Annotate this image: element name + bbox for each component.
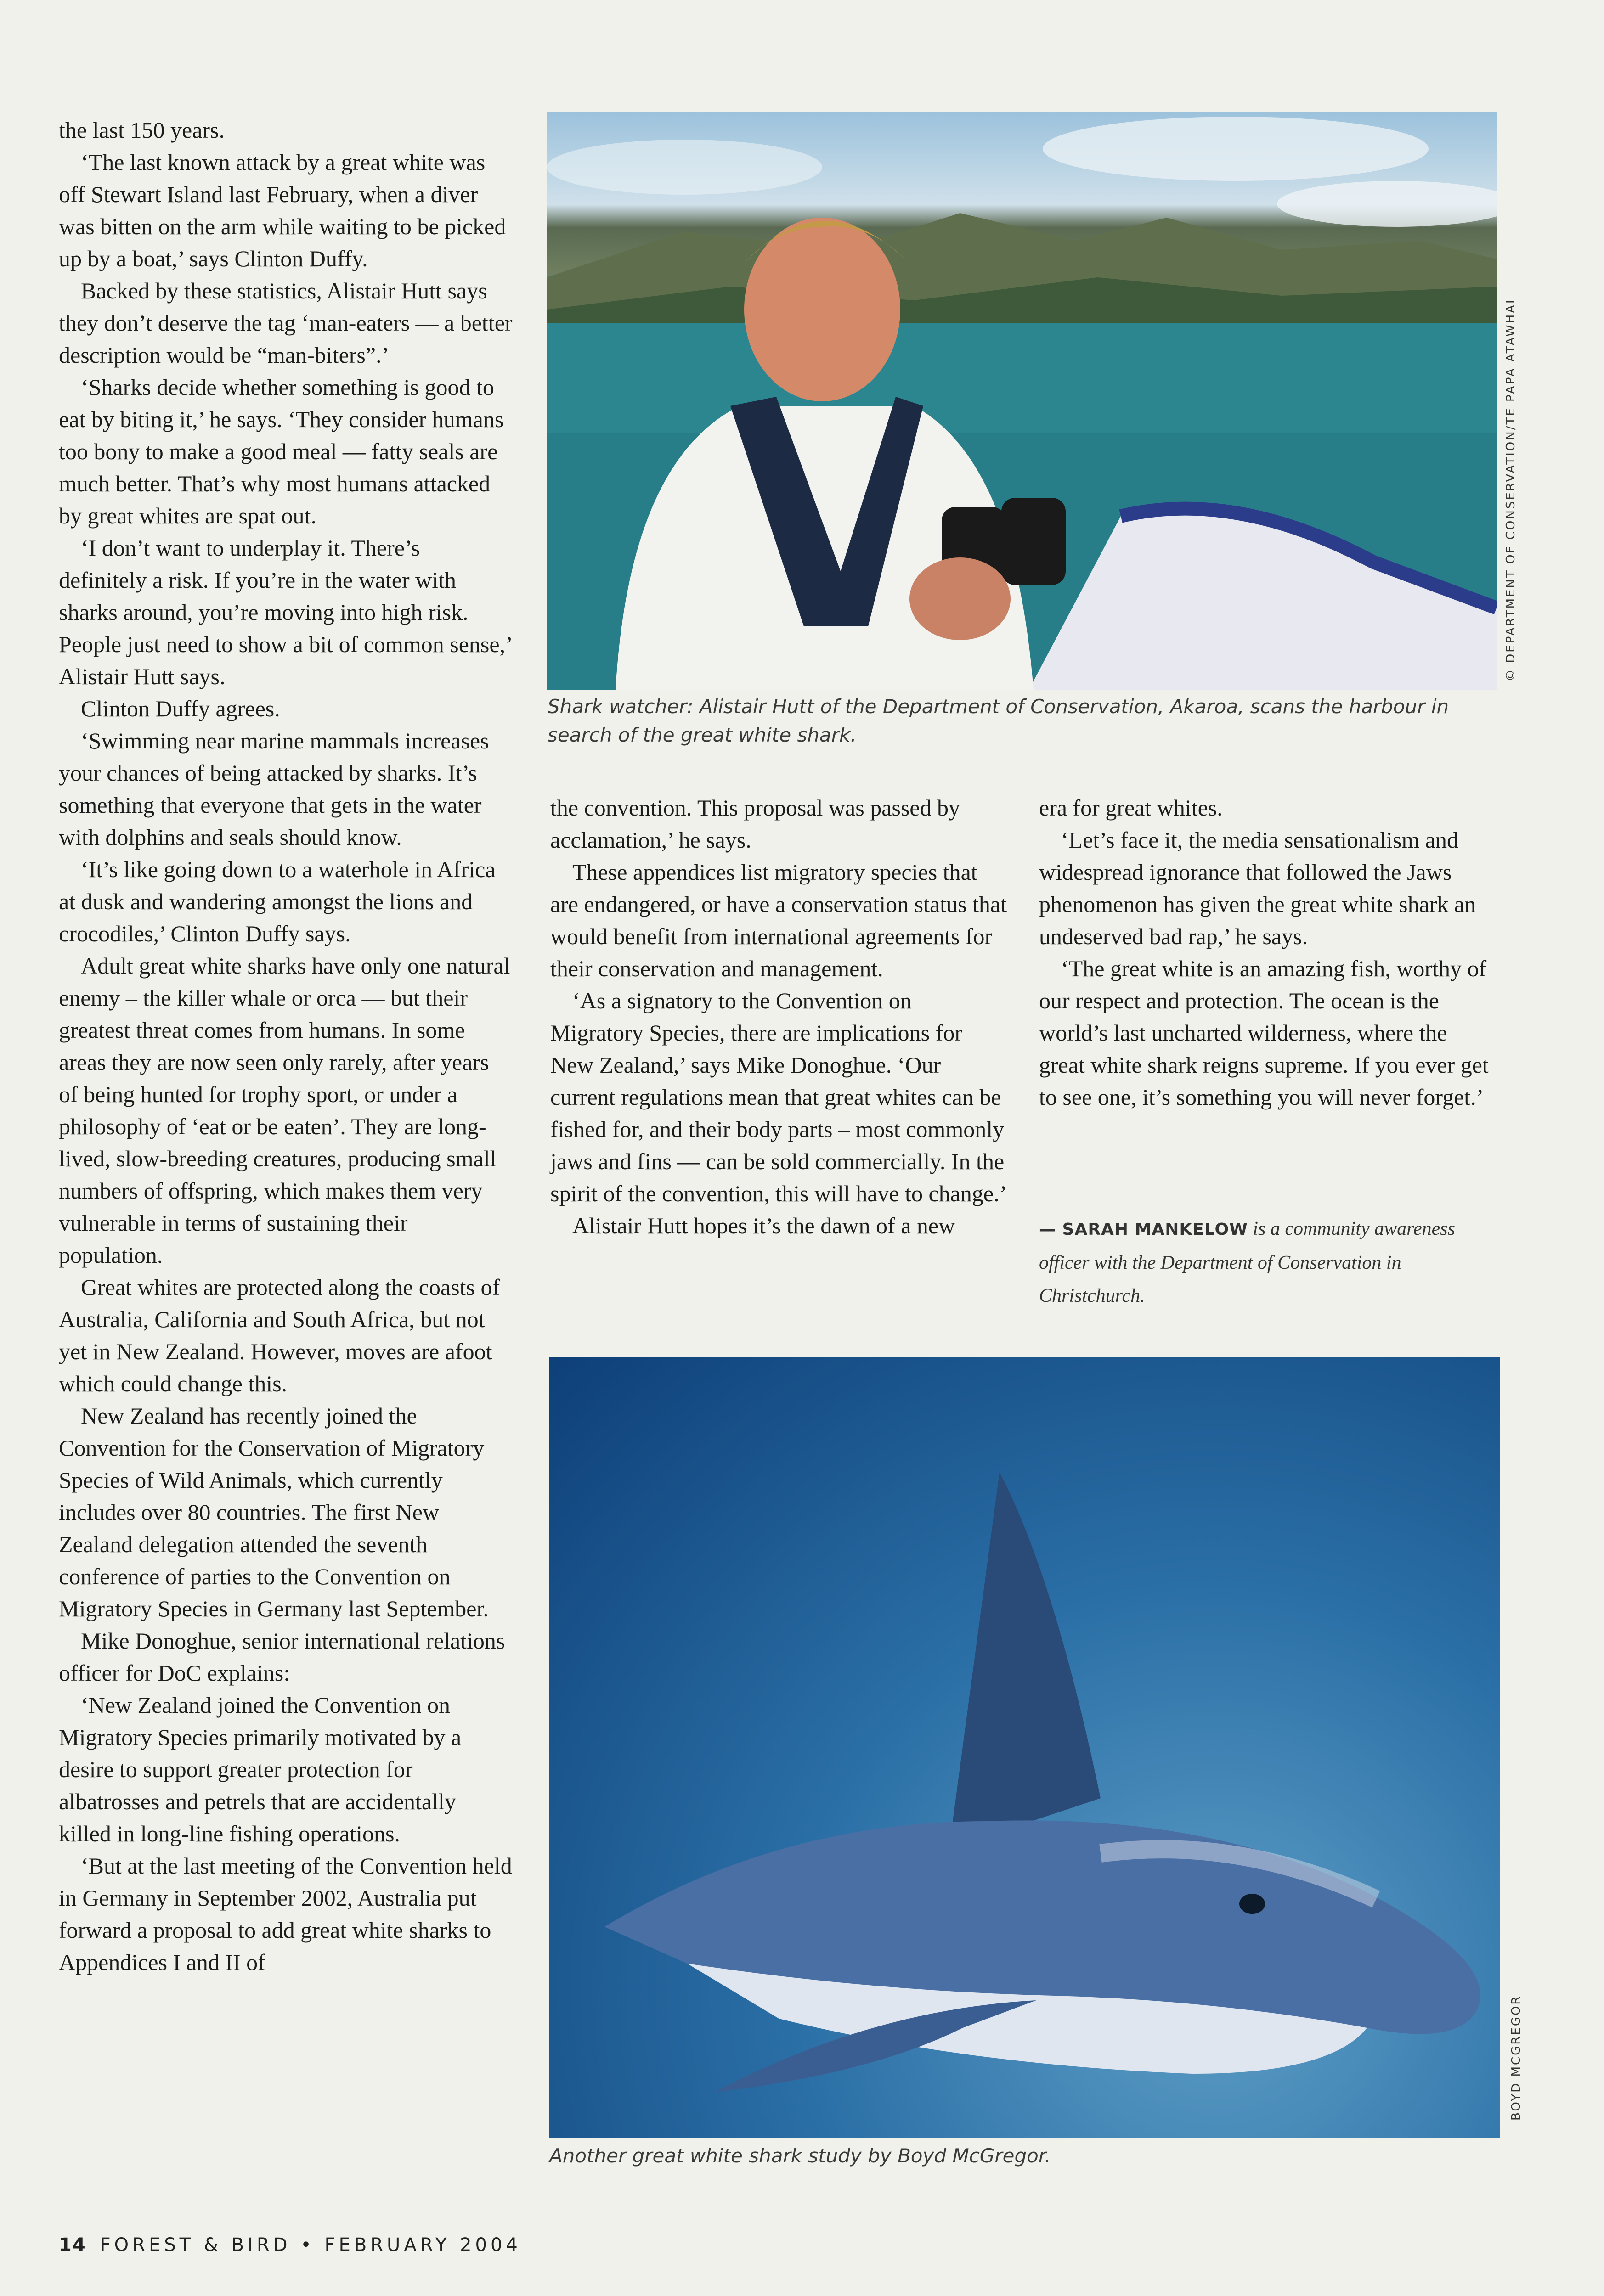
- article-paragraph: ‘New Zealand joined the Convention on Migratory Species primarily motivated by a desire to support greater protection for albatrosses and petrels that are accidentally killed in long-line fishing operations.: [59, 1692, 462, 1846]
- photo-great-white-shark-credit: BOYD MCGREGOR: [1509, 1995, 1523, 2121]
- article-paragraph: ‘Swimming near marine mammals increases your chances of being attacked by sharks. It’s something that everyone that gets in the water with dolphins and seals should know.: [59, 728, 489, 850]
- article-paragraph: ‘The great white is an amazing fish, worthy of our respect and protection. The ocean is the world’s last uncharted wilderness, where the great white shark reigns supreme. If you ever get to see one, it’s something you will never forget.’: [1039, 956, 1489, 1110]
- article-paragraph: Mike Donoghue, senior international relations officer for DoC explains:: [59, 1628, 505, 1686]
- article-paragraph: ‘The last known attack by a great white was off Stewart Island last February, when a diver was bitten on the arm while waiting to be picked up by a boat,’ says Clinton Duffy.: [59, 149, 506, 271]
- article-paragraph: ‘I don’t want to underplay it. There’s definitely a risk. If you’re in the water with sharks around, you’re moving into high risk. People just need to show a bit of common sense,’ Alistair Hutt says.: [59, 535, 512, 689]
- publication-info: FOREST & BIRD • FEBRUARY 2004: [100, 2234, 521, 2256]
- article-column-1: [59, 114, 514, 1978]
- article-column-2: [550, 792, 1010, 1242]
- article-paragraph: These appendices list migratory species that are endangered, or have a conservation status that would benefit from international agreements for their conservation and management.: [550, 859, 1007, 981]
- author-description: is a community awareness officer with the Department of Conservation in Christchurch.: [1039, 1218, 1455, 1306]
- article-column-3: [1039, 792, 1498, 1113]
- article-paragraph: ‘Sharks decide whether something is good to eat by biting it,’ he says. ‘They consider humans too bony to make a good meal — fatty seals are much better. That’s why most humans attacked by great whites are spat out.: [59, 374, 504, 529]
- page-number: 14: [59, 2234, 86, 2256]
- photo-shark-watcher-caption: Shark watcher: Alistair Hutt of the Department of Conservation, Akaroa, scans the harbour in search of the great white shark.: [548, 695, 1449, 746]
- article-paragraph: ‘As a signatory to the Convention on Migratory Species, there are implications for New Zealand,’ says Mike Donoghue. ‘Our current regulations mean that great whites can be fished for, and their body parts – most commonly jaws and fins — can be sold commercially. In the spirit of the convention, this will have to change.’: [550, 988, 1007, 1206]
- photo-great-white-shark-caption: Another great white shark study by Boyd McGregor.: [549, 2144, 1051, 2167]
- article-paragraph: the convention. This proposal was passed by acclamation,’ he says.: [550, 795, 960, 853]
- page-footer: [59, 2234, 521, 2256]
- photo-shark-watcher: [547, 112, 1497, 690]
- photo-shark-watcher-credit: © DEPARTMENT OF CONSERVATION/TE PAPA ATAWHAI: [1504, 298, 1518, 681]
- article-paragraph: Alistair Hutt hopes it’s the dawn of a new: [572, 1213, 955, 1238]
- article-paragraph: ‘It’s like going down to a waterhole in Africa at dusk and wandering amongst the lions and crocodiles,’ Clinton Duffy says.: [59, 856, 496, 946]
- article-paragraph: Great whites are protected along the coasts of Australia, California and South Africa, but not yet in New Zealand. However, moves are afoot which could change this.: [59, 1274, 500, 1396]
- author-byline: [1039, 1212, 1489, 1312]
- photo-great-white-shark: [549, 1357, 1500, 2138]
- author-name: — SARAH MANKELOW: [1039, 1220, 1248, 1239]
- article-paragraph: Clinton Duffy agrees.: [81, 696, 280, 721]
- article-paragraph: Backed by these statistics, Alistair Hutt says they don’t deserve the tag ‘man-eaters — a better description would be “man-biters”.’: [59, 278, 513, 368]
- article-paragraph: Adult great white sharks have only one natural enemy – the killer whale or orca — but their greatest threat comes from humans. In some areas they are now seen only rarely, after years of being hunted for trophy sport, or under a philosophy of ‘eat or be eaten’. They are long-lived, slow-breeding creatures, producing small numbers of offspring, which makes them very vulnerable in terms of sustaining their population.: [59, 953, 510, 1268]
- photo-shark-watcher-illustration: [547, 112, 1497, 690]
- article-paragraph: ‘But at the last meeting of the Convention held in Germany in September 2002, Australia put forward a proposal to add great white sharks to Appendices I and II of: [59, 1853, 512, 1975]
- article-paragraph: ‘Let’s face it, the media sensationalism and widespread ignorance that followed the Jaws phenomenon has given the great white shark an undeserved bad rap,’ he says.: [1039, 827, 1476, 949]
- article-paragraph: the last 150 years.: [59, 117, 225, 143]
- article-paragraph: era for great whites.: [1039, 795, 1223, 821]
- photo-great-white-shark-illustration: [549, 1357, 1500, 2138]
- article-paragraph: New Zealand has recently joined the Convention for the Conservation of Migratory Species of Wild Animals, which currently includes over 80 countries. The first New Zealand delegation attended the seventh conference of parties to the Convention on Migratory Species in Germany last September.: [59, 1403, 489, 1621]
